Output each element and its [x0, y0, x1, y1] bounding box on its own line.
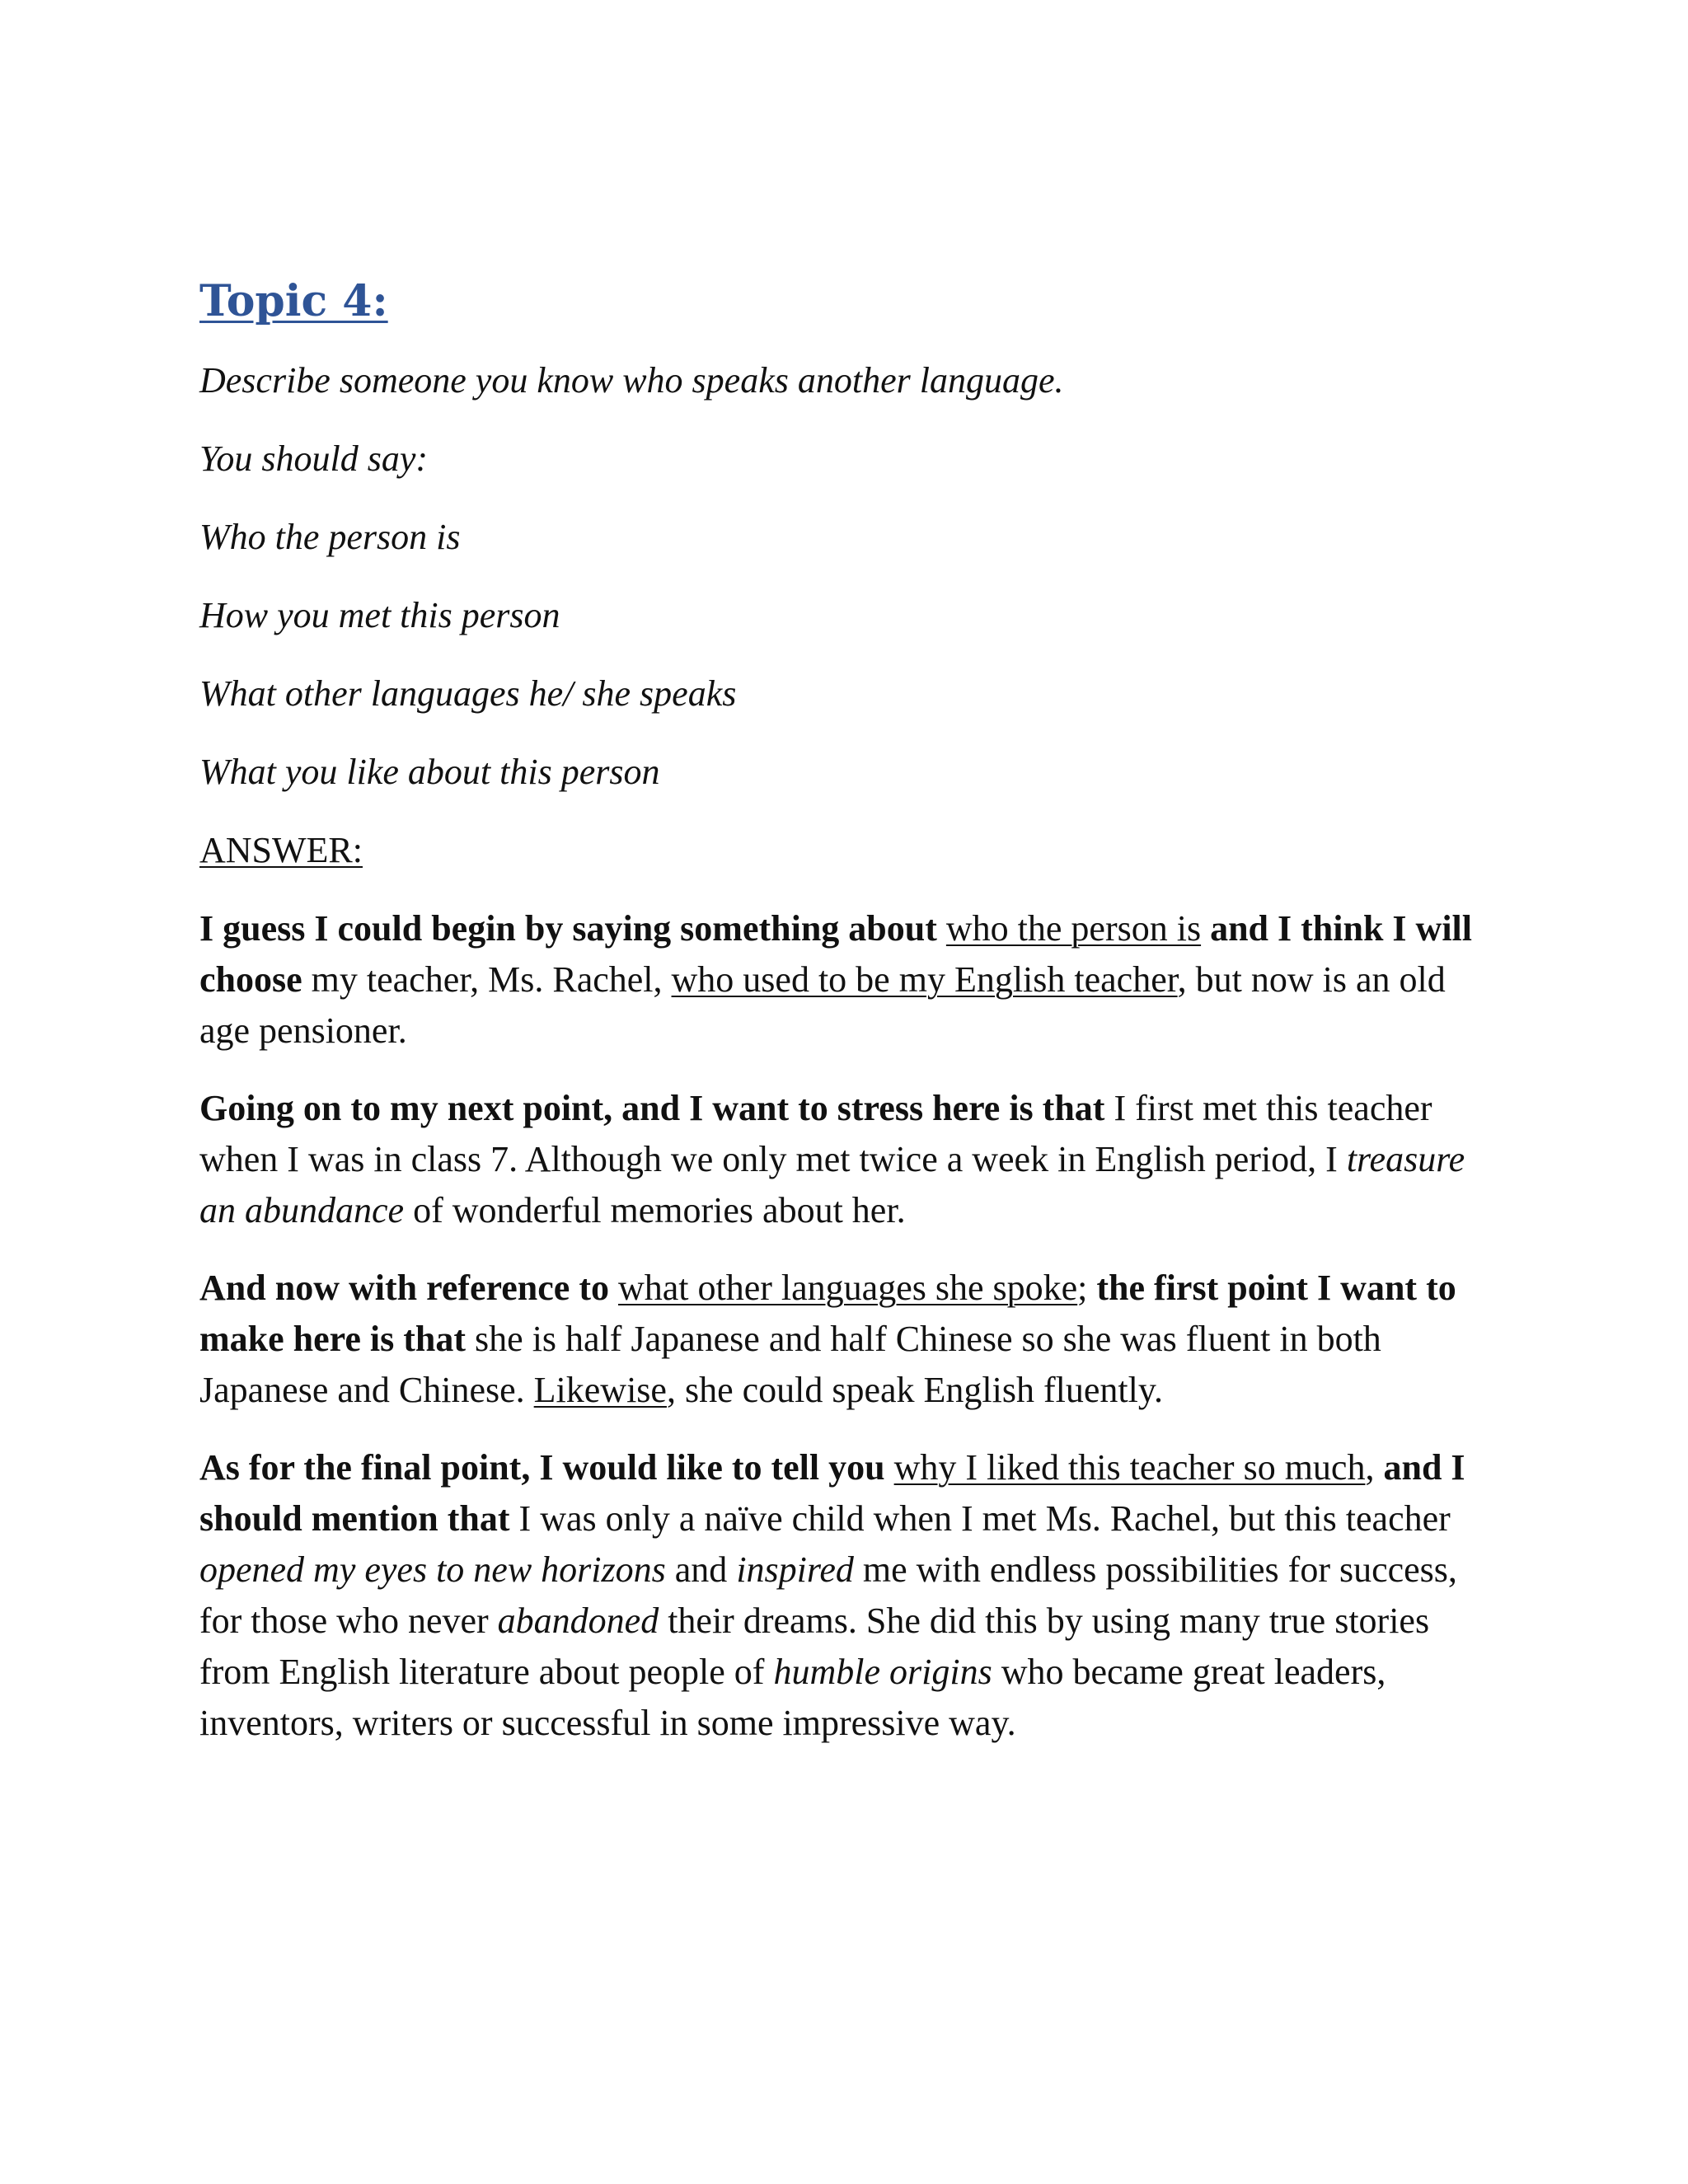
text-run-plain: who became great leaders, inventors, writers or successful in some impressive way.: [199, 1652, 1386, 1743]
text-run-underline: why I liked this teacher so much: [893, 1447, 1366, 1488]
text-run-italic: abandoned: [497, 1601, 659, 1641]
text-run-plain: , but now is an old age pensioner.: [199, 959, 1446, 1051]
answer-paragraph: [199, 1442, 1493, 1749]
text-run-bold: and I think I will choose: [199, 908, 1473, 1000]
document-content: [199, 272, 1493, 1775]
text-run-bold: As for the final point, I would like to tell you: [199, 1447, 894, 1488]
answer-paragraph: [199, 1083, 1493, 1236]
text-run-underline: Likewise: [533, 1370, 667, 1410]
text-run-italic: treasure an abundance: [199, 1139, 1465, 1230]
answer-paragraph: [199, 1263, 1493, 1416]
prompt-point: What other languages he/ she speaks: [199, 673, 737, 714]
text-run-bold: I guess I could begin by saying something about: [199, 908, 946, 949]
text-run-bold: the first point I want to make here is that: [199, 1268, 1456, 1359]
text-run-italic: inspired: [736, 1549, 854, 1590]
text-run-plain: , she could speak English fluently.: [666, 1370, 1163, 1410]
prompt-question: Describe someone you know who speaks another language.: [199, 360, 1064, 401]
text-run-italic: opened my eyes to new horizons: [199, 1549, 666, 1590]
prompt-instruction: You should say:: [199, 438, 429, 479]
text-run-plain: I first met this teacher when I was in class 7. Although we only met twice a week in English period, I: [199, 1088, 1432, 1179]
prompt-point: How you met this person: [199, 595, 560, 635]
text-run-plain: my teacher, Ms. Rachel,: [302, 959, 672, 1000]
text-run-plain: ;: [1077, 1268, 1097, 1308]
prompt-point: Who the person is: [199, 517, 461, 557]
prompt-point: What you like about this person: [199, 752, 660, 792]
topic-title: Topic 4:: [199, 276, 388, 326]
text-run-plain: their dreams. She did this by using many true stories from English literature about people of: [199, 1601, 1430, 1692]
answer-body: [199, 903, 1493, 1749]
text-run-plain: I was only a naïve child when I met Ms. Rachel, but this teacher: [509, 1498, 1451, 1539]
text-run-bold: Going on to my next point, and I want to stress here is that: [199, 1088, 1105, 1128]
text-run-plain: and: [665, 1549, 737, 1590]
text-run-underline: what other languages she spoke: [617, 1268, 1078, 1308]
text-run-plain: she is half Japanese and half Chinese so she was fluent in both Japanese and Chinese.: [199, 1319, 1381, 1410]
text-run-bold: And now with reference to: [199, 1268, 618, 1308]
text-run-underline: who the person is: [945, 908, 1202, 949]
text-run-underline: who used to be my English teacher: [671, 959, 1178, 1000]
text-run-plain: [1201, 908, 1210, 949]
answer-label: ANSWER:: [199, 830, 363, 870]
answer-paragraph: [199, 903, 1493, 1057]
text-run-plain: me with endless possibilities for success, for those who never: [199, 1549, 1457, 1641]
text-run-plain: of wonderful memories about her.: [404, 1190, 906, 1230]
text-run-bold: and I should mention that: [199, 1447, 1465, 1539]
text-run-plain: ,: [1365, 1447, 1384, 1488]
text-run-italic: humble origins: [773, 1652, 992, 1692]
